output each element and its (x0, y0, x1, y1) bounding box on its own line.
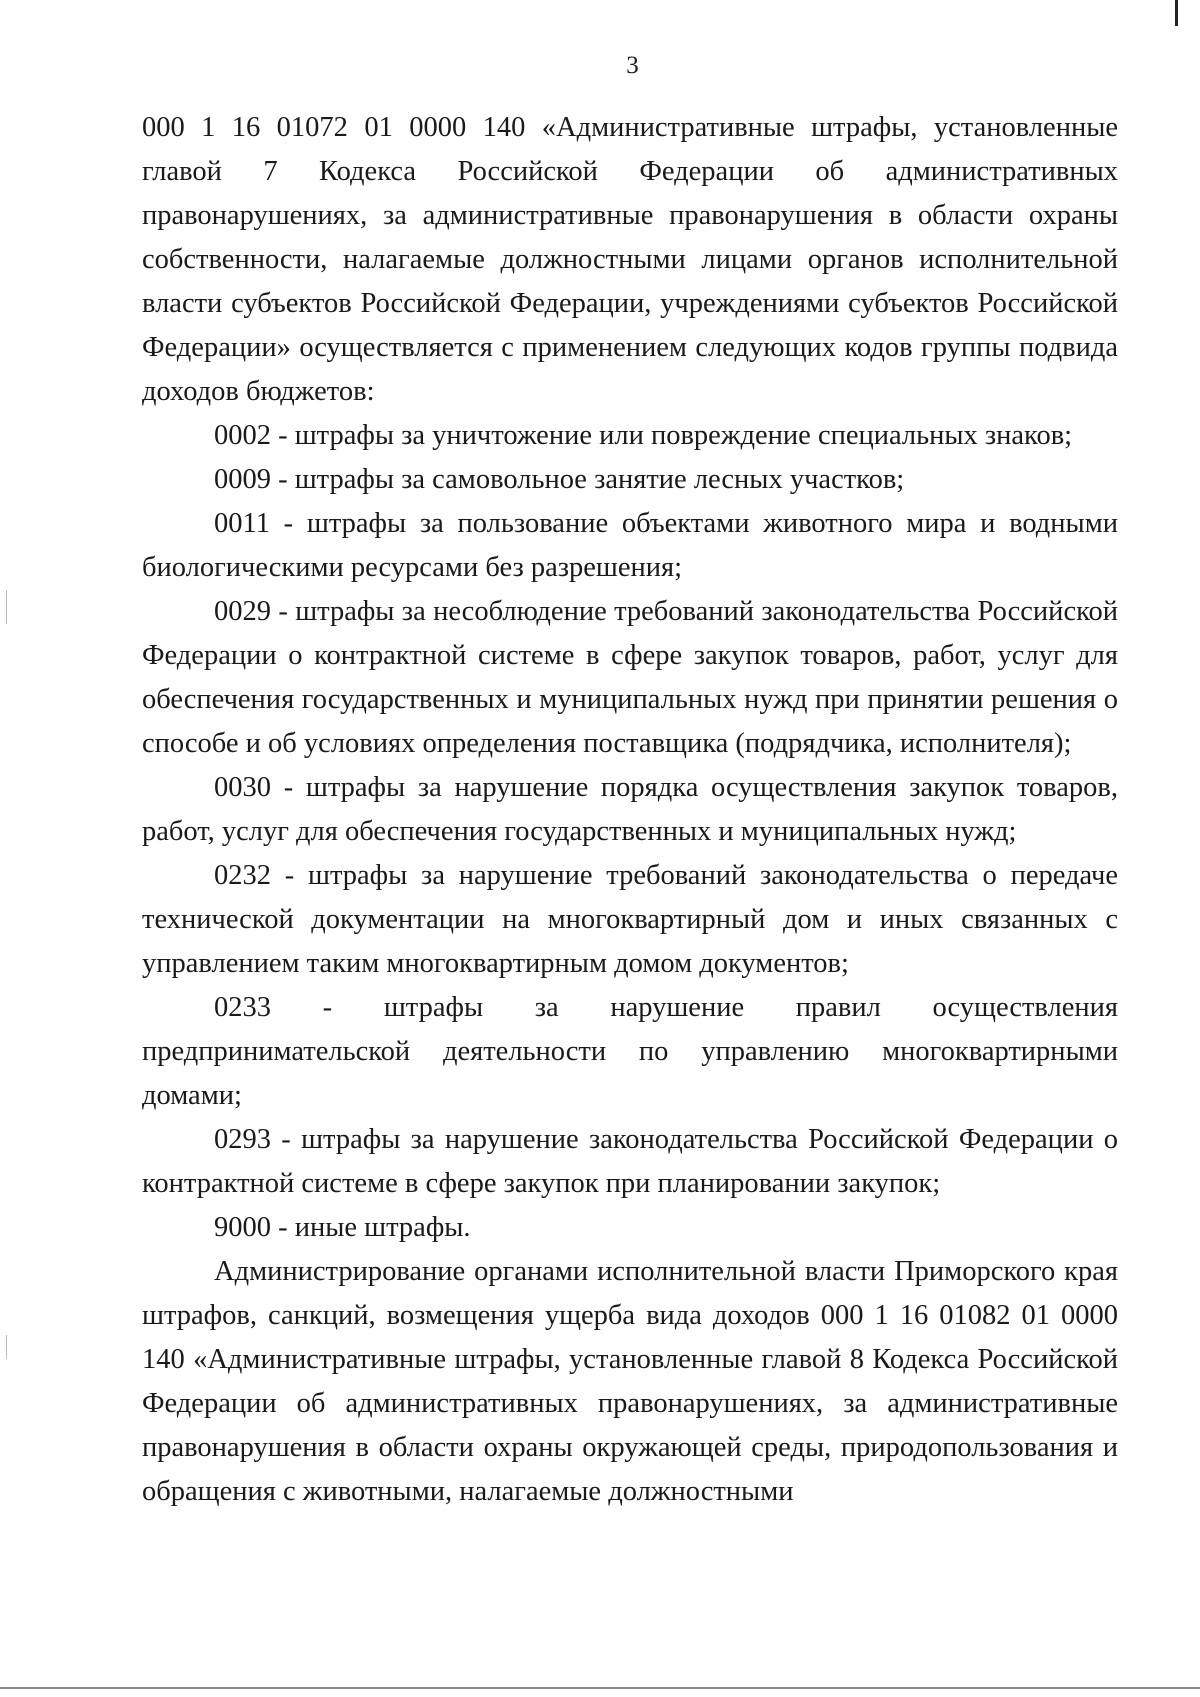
scan-bottom-edge (0, 1687, 1200, 1689)
list-item-code-0009: 0009 - штрафы за самовольное занятие лесных участков; (214, 464, 905, 495)
list-item-code-0293: 0293 - штрафы за нарушение законодательства Российской Федерации о контрактной системе в сфере закупок при планировании закупок; (142, 1124, 1118, 1199)
list-item-code-0233: 0233 - штрафы за нарушение правил осуществления предпринимательской деятельности по управлению многоквартирными домами; (142, 992, 1118, 1111)
list-item-code-0011: 0011 - штрафы за пользование объектами животного мира и водными биологическими ресурсами без разрешения; (142, 508, 1118, 583)
paragraph-intro: 000 1 16 01072 01 0000 140 «Административные штрафы, установленные главой 7 Кодекса Российской Федерации об административных правонарушениях, за административные правонарушения в области охраны собственности, налагаемые должностными лицами органов исполнительной власти субъектов Российской Федерации, учреждениями субъектов Российской Федерации» осуществляется с применением следующих кодов группы подвида доходов бюджетов: (142, 112, 1118, 407)
list-item-code-0002: 0002 - штрафы за уничтожение или повреждение специальных знаков; (214, 420, 1073, 451)
page-number: 3 (626, 52, 639, 79)
list-item-code-0232: 0232 - штрафы за нарушение требований законодательства о передаче технической документации на многоквартирный дом и иных связанных с управлением таким многоквартирным домом документов; (142, 860, 1118, 979)
list-item-code-9000: 9000 - иные штрафы. (214, 1212, 471, 1243)
list-item-code-0029: 0029 - штрафы за несоблюдение требований законодательства Российской Федерации о контрактной системе в сфере закупок товаров, работ, услуг для обеспечения государственных и муниципальных нужд при принятии решения о способе и об условиях определения поставщика (подрядчика, исполнителя); (142, 596, 1118, 759)
scan-edge-mark (1175, 0, 1178, 26)
scan-edge-tick (6, 1335, 7, 1359)
list-item-code-0030: 0030 - штрафы за нарушение порядка осуществления закупок товаров, работ, услуг для обеспечения государственных и муниципальных нужд; (142, 772, 1118, 847)
document-body (142, 106, 1118, 1514)
scan-edge-tick (6, 590, 7, 624)
paragraph-administration: Администрирование органами исполнительной власти Приморского края штрафов, санкций, возмещения ущерба вида доходов 000 1 16 01082 01 0000 140 «Административные штрафы, установленные главой 8 Кодекса Российской Федерации об административных правонарушениях, за административные правонарушения в области охраны окружающей среды, природопользования и обращения с животными, налагаемые должностными (142, 1256, 1118, 1507)
